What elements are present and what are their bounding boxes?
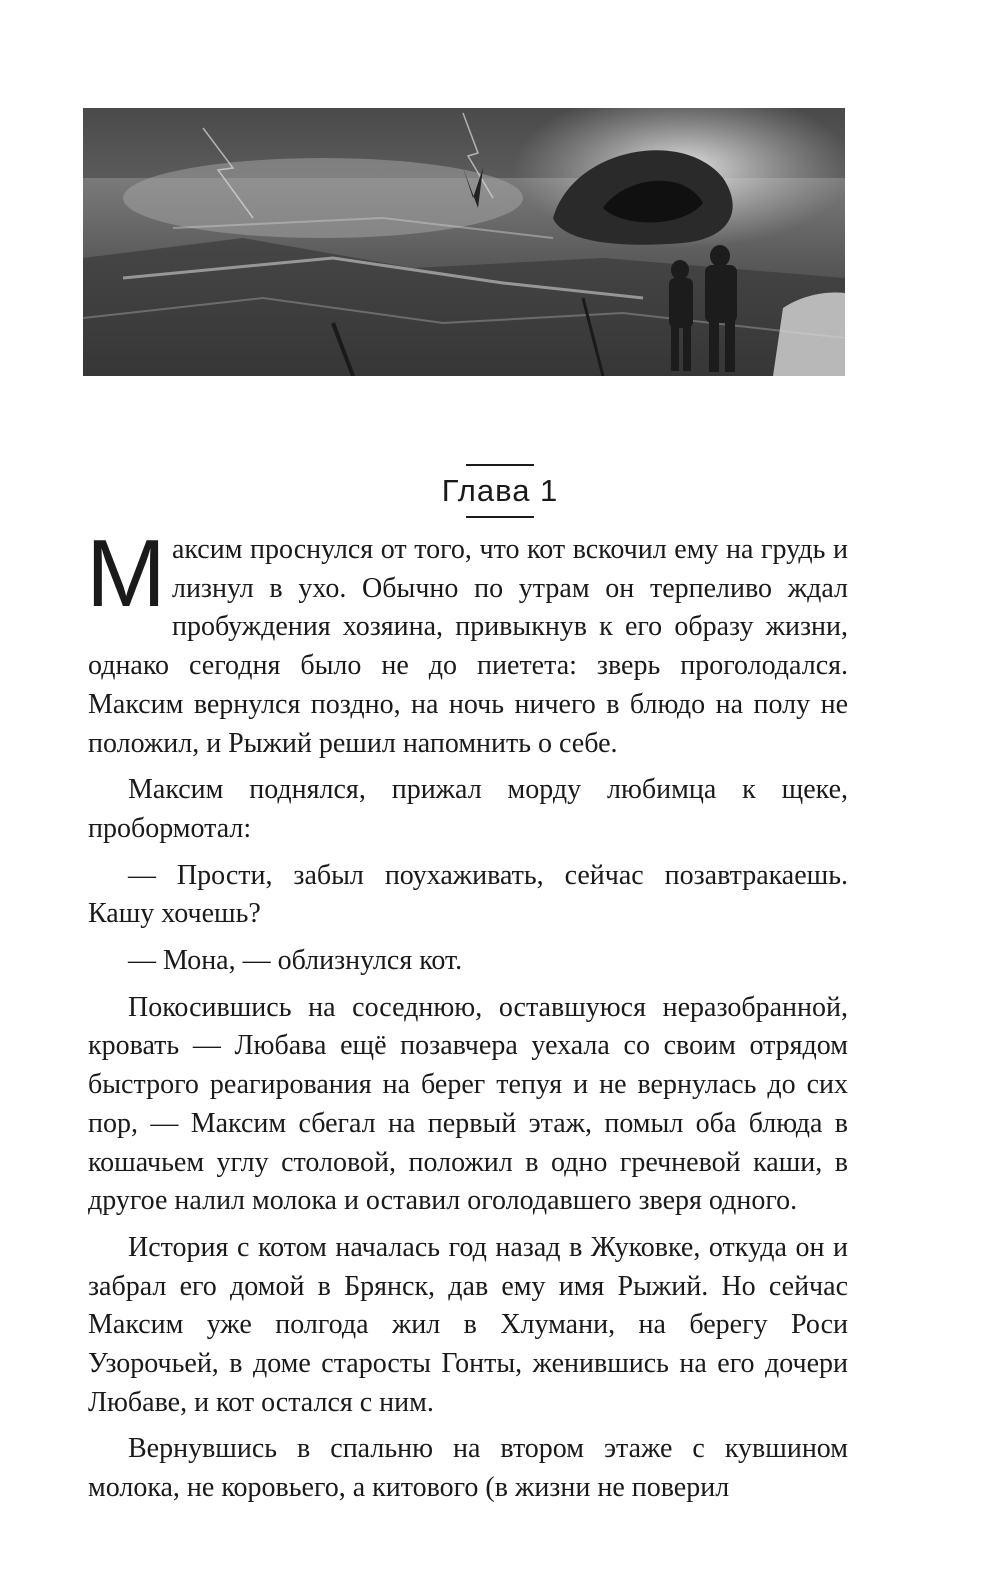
paragraph-6: История с котом началась год назад в Жуковке, откуда он и забрал его домой в Брянск, дав ему имя Рыжий. Но сейчас Максим уже полгода жил в Хлумани, на берегу Роси Узорочьей, в доме старосты Гонты, женившись на его дочери Любаве, и кот остался с ним. — [88, 1231, 848, 1418]
paragraph-7: Вернувшись в спальню на втором этаже с кувшином молока, не коровьего, а китового (в жизни не поверил — [88, 1433, 848, 1504]
chapter-body-text — [86, 520, 848, 1516]
paragraph-2: Максим поднялся, прижал морду любимца к щеке, пробормотал: — [88, 774, 848, 844]
chapter-illustration — [83, 108, 845, 376]
paragraph-1-text: аксим проснулся от того, что кот вскочил ему на грудь и лизнул в ухо. Обычно по утрам он терпеливо ждал пробуждения хозяина, привыкнув к его образу жизни, однако сегодня было не до пиетета: зверь проголодался. Максим вернулся поздно, на ночь ничего в блюдо на полу не положил, и Рыжий решил напомнить о себе. — [88, 534, 848, 759]
paragraph-5: Покосившись на соседнюю, оставшуюся неразобранной, кровать — Любава ещё позавчера уехала со своим отрядом быстрого реагирования на берег тепуя и не вернулась до сих пор, — Максим сбегал на первый этаж, помыл оба блюда в кошачьем углу столовой, положил в одно гречневой каши, в другое налил молока и оставил оголодавшего зверя одного. — [88, 991, 848, 1217]
paragraph-3: — Прости, забыл поухаживать, сейчас позавтракаешь. Кашу хочешь? — [88, 859, 848, 930]
chapter-rule-bottom — [466, 516, 534, 518]
drop-cap: М — [86, 520, 166, 627]
chapter-title: Глава 1 — [441, 473, 559, 508]
chapter-heading — [0, 464, 1000, 518]
paragraph-4: — Мона, — облизнулся кот. — [128, 945, 463, 977]
paragraph-1 — [86, 520, 848, 763]
